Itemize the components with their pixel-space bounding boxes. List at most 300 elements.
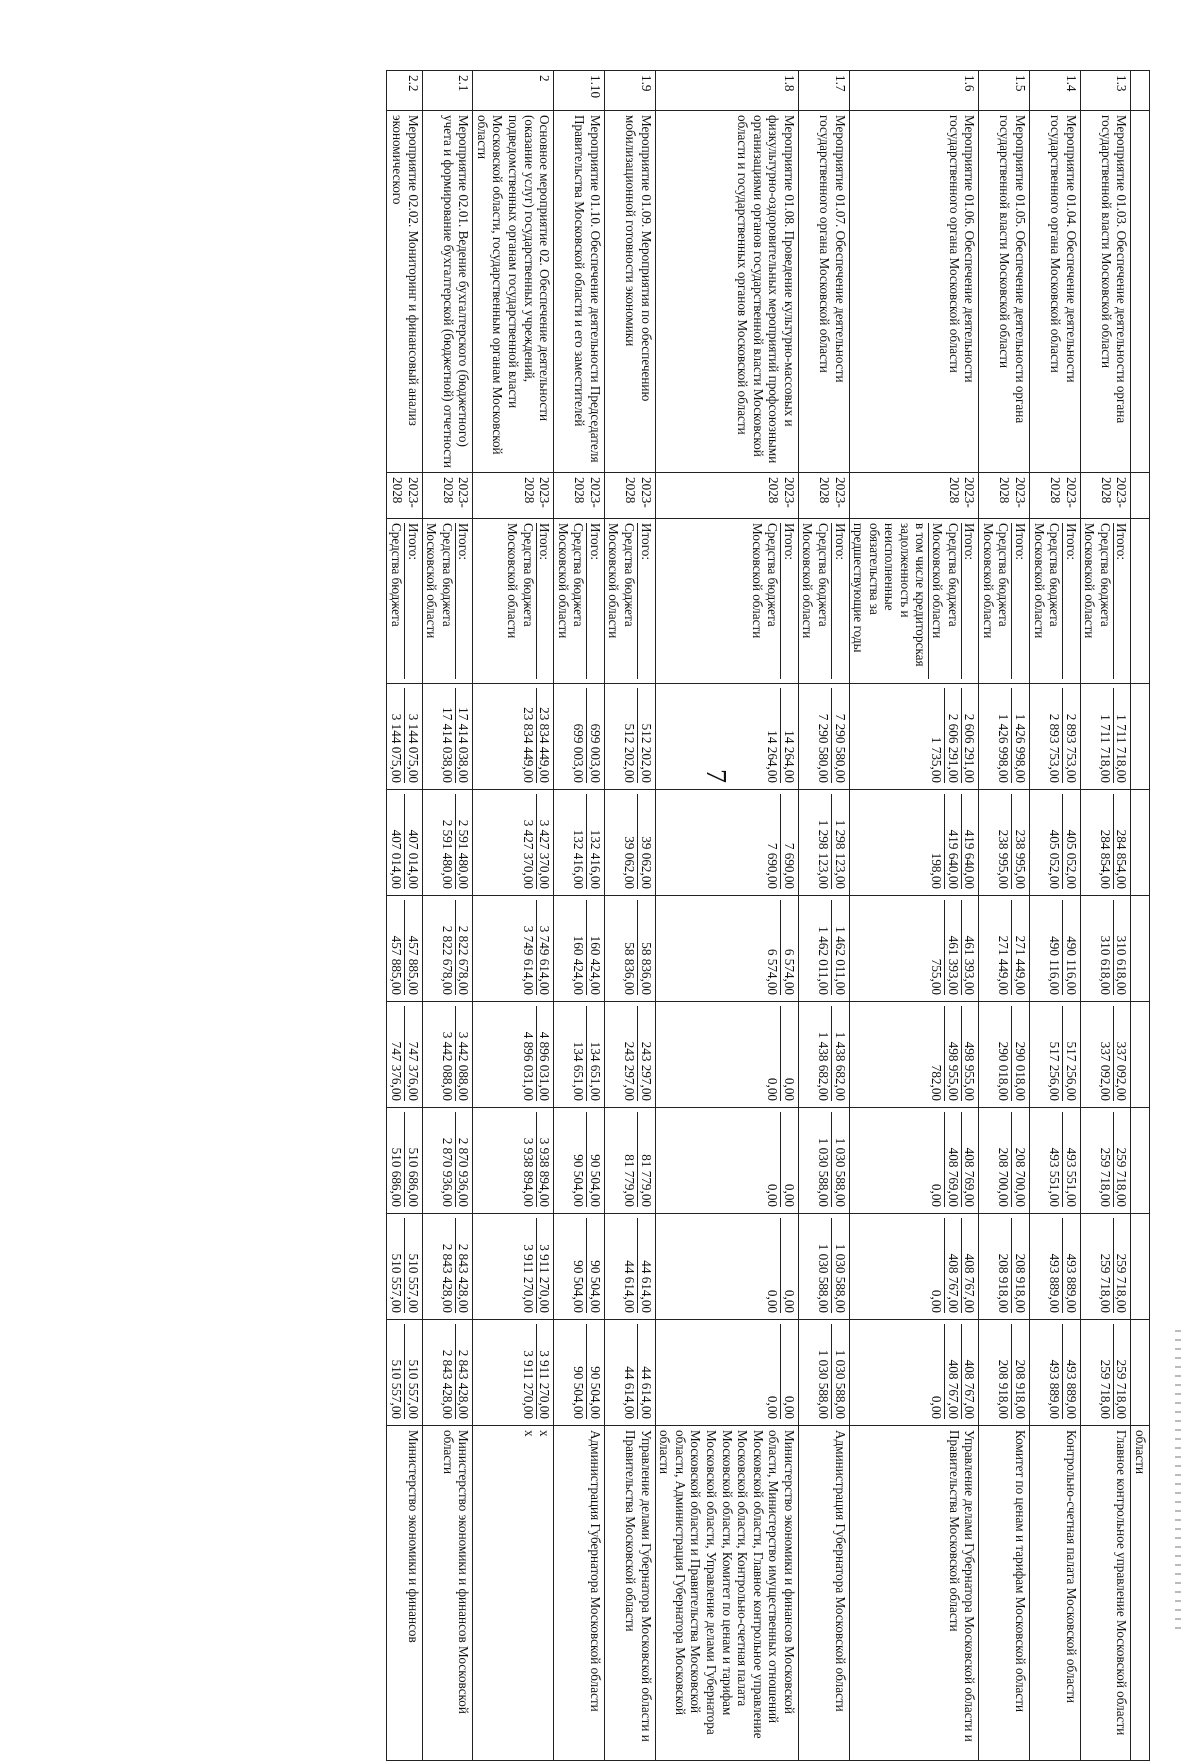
amount-cell xyxy=(655,1108,798,1214)
amount-value: 271 449,00 xyxy=(1012,935,1028,995)
amount-value: 1 462 011,00 xyxy=(832,926,848,995)
amount-value: 259 718,00 xyxy=(1114,1147,1130,1207)
amount-cell xyxy=(1029,1002,1080,1108)
amount-value: 90 504,00 xyxy=(571,1324,588,1419)
amount-value: 290 018,00 xyxy=(996,1006,1013,1101)
amount-value: 132 416,00 xyxy=(571,794,588,889)
amount-value: 3 938 894,00 xyxy=(537,1137,553,1207)
measure-name: Мероприятие 01.04. Обеспечение деятельности государственного органа Московской области xyxy=(1029,111,1080,473)
years-cell: 2023-2028 xyxy=(387,473,422,519)
funding-source: Итого: xyxy=(962,523,978,561)
amount-cell xyxy=(1080,790,1131,896)
measure-name: Мероприятие 01.06. Обеспечение деятельности государственного органа Московской области xyxy=(849,111,979,473)
measure-name: Основное мероприятие 02. Обеспечение деятельности (оказание услуг) государственных учреждений, подведомственных органам государственной власти Московской области, государственным органам Московской области xyxy=(473,111,554,473)
amount-cell xyxy=(473,1002,554,1108)
amount-cell xyxy=(1080,1320,1131,1426)
amount-value: 7 290 580,00 xyxy=(832,713,848,783)
amount-cell xyxy=(422,684,473,790)
amount-cell xyxy=(604,1214,655,1320)
amount-value: 1 298 123,00 xyxy=(832,819,848,889)
amount-cell xyxy=(849,1320,979,1426)
amount-cell xyxy=(849,684,979,790)
amount-value: 14 264,00 xyxy=(765,688,782,783)
amount-value: 2 591 480,00 xyxy=(456,819,472,889)
row-number: 1.3 xyxy=(1080,71,1131,111)
funding-source: Итого: xyxy=(1114,523,1130,561)
executor-cell: Администрация Губернатора Московской области xyxy=(554,1426,605,1761)
amount-cell xyxy=(604,684,655,790)
amount-value: 461 393,00 xyxy=(962,935,978,995)
table-row xyxy=(554,71,605,1761)
amount-cell xyxy=(979,1214,1030,1320)
funding-source: Итого: xyxy=(832,523,848,561)
amount-cell xyxy=(979,896,1030,1002)
amount-value: 90 504,00 xyxy=(571,1218,588,1313)
amount-cell xyxy=(422,1214,473,1320)
row-number xyxy=(1131,71,1150,111)
executor-cell: Главное контрольное управление Московской области xyxy=(1080,1426,1131,1761)
amount-value: 407 014,00 xyxy=(405,829,421,889)
amount-cell xyxy=(387,684,422,790)
amount-value: 498 955,00 xyxy=(962,1041,978,1101)
funding-source: Итого: xyxy=(638,523,654,561)
amount-value: 0,00 xyxy=(928,1324,945,1419)
amount-value: 510 557,00 xyxy=(388,1324,405,1419)
amount-value: 58 836,00 xyxy=(638,942,654,995)
funding-source: Итого: xyxy=(1012,523,1028,561)
years-cell: 2023-2028 xyxy=(604,473,655,519)
years-cell xyxy=(1131,473,1150,519)
amount-value: 208 918,00 xyxy=(1012,1359,1028,1419)
amount-value: 2 893 753,00 xyxy=(1047,688,1064,783)
measure-name: Мероприятие 01.07. Обеспечение деятельности государственного органа Московской области xyxy=(798,111,849,473)
executor-cell: Министерство экономики и финансов Московской области xyxy=(422,1426,473,1761)
amount-cell xyxy=(979,684,1030,790)
amount-cell xyxy=(1131,896,1150,1002)
amount-cell xyxy=(1131,1320,1150,1426)
amount-cell xyxy=(554,790,605,896)
funding-source-cell xyxy=(1029,519,1080,684)
amount-value: 408 767,00 xyxy=(962,1253,978,1313)
amount-value: 259 718,00 xyxy=(1097,1112,1114,1207)
amount-value: 2 606 291,00 xyxy=(945,688,962,783)
amount-cell xyxy=(473,896,554,1002)
measure-name: Мероприятие 01.10. Обеспечение деятельности Председателя Правительства Московской области и его заместителей xyxy=(554,111,605,473)
row-number: 1.5 xyxy=(979,71,1030,111)
amount-value: 517 256,00 xyxy=(1063,1041,1079,1101)
amount-value: 17 414 038,00 xyxy=(456,707,472,783)
amount-cell xyxy=(798,1320,849,1426)
amount-value: 259 718,00 xyxy=(1097,1324,1114,1419)
amount-value: 39 062,00 xyxy=(638,836,654,889)
amount-value: 782,00 xyxy=(928,1006,945,1101)
amount-value: 493 889,00 xyxy=(1063,1253,1079,1313)
rotated-table-container xyxy=(120,70,1150,1742)
amount-value: 14 264,00 xyxy=(781,730,797,783)
amount-cell xyxy=(1029,896,1080,1002)
amount-cell xyxy=(604,1002,655,1108)
amount-value: 337 092,00 xyxy=(1097,1006,1114,1101)
amount-value: 1 298 123,00 xyxy=(815,794,832,889)
amount-value: 90 504,00 xyxy=(587,1154,603,1207)
amount-value: 238 995,00 xyxy=(996,794,1013,889)
amount-value: 208 918,00 xyxy=(996,1324,1013,1419)
amount-cell xyxy=(387,1214,422,1320)
table-row xyxy=(1131,71,1150,1761)
funding-source-cell xyxy=(655,519,798,684)
row-number: 2.1 xyxy=(422,71,473,111)
amount-value: 510 557,00 xyxy=(405,1253,421,1313)
amount-value: 408 769,00 xyxy=(962,1147,978,1207)
amount-cell xyxy=(655,790,798,896)
executor-cell: Администрация Губернатора Московской области xyxy=(798,1426,849,1761)
amount-value: 408 767,00 xyxy=(945,1218,962,1313)
amount-value: 1 030 588,00 xyxy=(832,1243,848,1313)
amount-cell xyxy=(1131,684,1150,790)
funding-source-cell xyxy=(604,519,655,684)
amount-value: 271 449,00 xyxy=(996,900,1013,995)
amount-value: 3 749 614,00 xyxy=(537,925,553,995)
row-number: 1.10 xyxy=(554,71,605,111)
amount-value: 2 870 936,00 xyxy=(456,1137,472,1207)
amount-value: 7 690,00 xyxy=(765,794,782,889)
amount-cell xyxy=(1131,1108,1150,1214)
row-number: 1.6 xyxy=(849,71,979,111)
amount-value: 284 854,00 xyxy=(1114,829,1130,889)
amount-cell xyxy=(554,1320,605,1426)
amount-value: 3 911 270,00 xyxy=(537,1244,553,1313)
years-cell: 2023-2028 xyxy=(1080,473,1131,519)
amount-value: 160 424,00 xyxy=(571,900,588,995)
amount-value: 2 822 678,00 xyxy=(439,900,456,995)
amount-cell xyxy=(604,1320,655,1426)
amount-value: 699 003,00 xyxy=(587,723,603,783)
funding-source: Средства бюджета Московской области xyxy=(800,523,832,679)
amount-value: 1 438 682,00 xyxy=(815,1006,832,1101)
amount-value: 3 911 270,00 xyxy=(520,1324,537,1419)
amount-cell xyxy=(473,1108,554,1214)
years-cell: 2023-2028 xyxy=(655,473,798,519)
amount-value: 699 003,00 xyxy=(571,688,588,783)
amount-cell xyxy=(554,896,605,1002)
amount-value: 4 896 031,00 xyxy=(520,1006,537,1101)
amount-value: 1 462 011,00 xyxy=(815,900,832,995)
amount-value: 6 574,00 xyxy=(765,900,782,995)
amount-cell xyxy=(1080,1002,1131,1108)
row-number: 1.4 xyxy=(1029,71,1080,111)
amount-cell xyxy=(1131,1214,1150,1320)
amount-value: 3 144 075,00 xyxy=(405,713,421,783)
amount-cell xyxy=(554,1108,605,1214)
amount-cell xyxy=(979,1002,1030,1108)
amount-value: 0,00 xyxy=(781,1289,797,1313)
row-number: 1.8 xyxy=(655,71,798,111)
amount-value: 408 767,00 xyxy=(945,1324,962,1419)
amount-value: 6 574,00 xyxy=(781,948,797,995)
amount-value: 493 551,00 xyxy=(1047,1112,1064,1207)
amount-cell xyxy=(387,790,422,896)
amount-value: 457 885,00 xyxy=(405,935,421,995)
table-body xyxy=(387,71,1150,1761)
amount-cell xyxy=(655,1320,798,1426)
amount-value: 510 686,00 xyxy=(388,1112,405,1207)
amount-value: 134 651,00 xyxy=(587,1041,603,1101)
table-row xyxy=(979,71,1030,1761)
amount-cell xyxy=(1029,1320,1080,1426)
amount-value: 3 442 088,00 xyxy=(456,1031,472,1101)
funding-source-cell xyxy=(422,519,473,684)
amount-value: 3 442 088,00 xyxy=(439,1006,456,1101)
years-cell: 2023-2028 xyxy=(554,473,605,519)
amount-value: 58 836,00 xyxy=(622,900,639,995)
amount-cell xyxy=(849,1214,979,1320)
amount-value: 7 290 580,00 xyxy=(815,688,832,783)
table-row xyxy=(849,71,979,1761)
amount-value: 44 614,00 xyxy=(622,1324,639,1419)
years-cell: 2023-2028 xyxy=(1029,473,1080,519)
amount-value: 2 822 678,00 xyxy=(456,925,472,995)
amount-value: 23 834 449,00 xyxy=(537,707,553,783)
amount-value: 405 052,00 xyxy=(1047,794,1064,889)
budget-table xyxy=(386,70,1150,1761)
amount-cell xyxy=(473,684,554,790)
funding-source: Средства бюджета Московской области xyxy=(929,523,961,679)
amount-cell xyxy=(422,1320,473,1426)
amount-value: 747 376,00 xyxy=(405,1041,421,1101)
amount-value: 44 614,00 xyxy=(638,1366,654,1419)
amount-cell xyxy=(979,1320,1030,1426)
amount-value: 493 889,00 xyxy=(1047,1324,1064,1419)
amount-value: 243 297,00 xyxy=(622,1006,639,1101)
funding-source: Средства бюджета Московской области xyxy=(555,523,587,679)
funding-source: Средства бюджета Московской области xyxy=(749,523,781,679)
amount-cell xyxy=(387,1320,422,1426)
executor-cell: Управление делами Губернатора Московской области и Правительства Московской области xyxy=(604,1426,655,1761)
amount-value: 408 767,00 xyxy=(962,1359,978,1419)
funding-source-cell xyxy=(798,519,849,684)
amount-value: 44 614,00 xyxy=(638,1260,654,1313)
amount-value: 0,00 xyxy=(928,1112,945,1207)
row-number: 1.7 xyxy=(798,71,849,111)
amount-cell xyxy=(849,1108,979,1214)
amount-cell xyxy=(604,790,655,896)
amount-value: 259 718,00 xyxy=(1097,1218,1114,1313)
amount-cell xyxy=(1080,1108,1131,1214)
amount-cell xyxy=(422,896,473,1002)
amount-value: 405 052,00 xyxy=(1063,829,1079,889)
funding-source-cell xyxy=(387,519,422,684)
amount-cell xyxy=(798,896,849,1002)
amount-value: 7 690,00 xyxy=(781,842,797,889)
amount-cell xyxy=(1080,1214,1131,1320)
table-row xyxy=(1029,71,1080,1761)
funding-source-cell xyxy=(1080,519,1131,684)
amount-value: 0,00 xyxy=(928,1218,945,1313)
funding-source: Средства бюджета Московской области xyxy=(504,523,536,679)
measure-name: Мероприятие 01.09. Мероприятия по обеспечению мобилизационной готовности экономики xyxy=(604,111,655,473)
amount-value: 493 551,00 xyxy=(1063,1147,1079,1207)
amount-value: 90 504,00 xyxy=(571,1112,588,1207)
amount-cell xyxy=(1080,896,1131,1002)
funding-source: Средства бюджета Московской области xyxy=(606,523,638,679)
amount-value: 3 144 075,00 xyxy=(388,688,405,783)
amount-cell xyxy=(798,790,849,896)
amount-cell xyxy=(655,1002,798,1108)
table-row xyxy=(422,71,473,1761)
measure-name: Мероприятие 02.02. Мониторинг и финансовый анализ экономического xyxy=(387,111,422,473)
years-cell: 2023-2028 xyxy=(473,473,554,519)
amount-value: 457 885,00 xyxy=(388,900,405,995)
amount-cell xyxy=(798,684,849,790)
amount-value: 498 955,00 xyxy=(945,1006,962,1101)
amount-cell xyxy=(387,896,422,1002)
amount-cell xyxy=(798,1002,849,1108)
table-row xyxy=(655,71,798,1761)
amount-cell xyxy=(655,1214,798,1320)
amount-cell xyxy=(979,1108,1030,1214)
amount-cell xyxy=(655,684,798,790)
amount-value: 512 202,00 xyxy=(622,688,639,783)
funding-source: Средства бюджета Московской области xyxy=(1031,523,1063,679)
amount-value: 3 938 894,00 xyxy=(520,1112,537,1207)
amount-value: 2 870 936,00 xyxy=(439,1112,456,1207)
amount-value: 208 700,00 xyxy=(1012,1147,1028,1207)
table-row xyxy=(473,71,554,1761)
amount-value: 3 427 370,00 xyxy=(537,819,553,889)
amount-value: 2 843 428,00 xyxy=(456,1349,472,1419)
years-cell: 2023-2028 xyxy=(798,473,849,519)
amount-cell xyxy=(1131,1002,1150,1108)
amount-cell xyxy=(1080,684,1131,790)
amount-value: 1 426 998,00 xyxy=(1012,713,1028,783)
amount-value: 419 640,00 xyxy=(945,794,962,889)
measure-name xyxy=(1131,111,1150,473)
amount-cell xyxy=(798,1214,849,1320)
amount-value: 160 424,00 xyxy=(587,935,603,995)
amount-value: 0,00 xyxy=(765,1112,782,1207)
amount-cell xyxy=(1029,1108,1080,1214)
funding-source-cell xyxy=(849,519,979,684)
page-number: 7 xyxy=(700,769,731,783)
amount-value: 284 854,00 xyxy=(1097,794,1114,889)
funding-source: Итого: xyxy=(1063,523,1079,561)
years-cell: 2023-2028 xyxy=(849,473,979,519)
amount-value: 755,00 xyxy=(928,900,945,995)
amount-value: 81 779,00 xyxy=(638,1154,654,1207)
amount-cell xyxy=(554,1002,605,1108)
amount-value: 1 030 588,00 xyxy=(815,1324,832,1419)
executor-cell: Министерство экономики и финансов Московской области, Министерство имущественных отношений Московской области, Главное контрольное управление Московской области, Контрольно-счетная палата Московской области, Комитет по ценам и тарифам Московской области, Управление делами Губернатора Московской области и Правительства Московской области, Администрация Губернатора Московской области xyxy=(655,1426,798,1761)
amount-value: 419 640,00 xyxy=(962,829,978,889)
amount-value: 0,00 xyxy=(765,1218,782,1313)
measure-name: Мероприятие 02.01. Ведение бухгалтерского (бюджетного) учета и формирование бухгалтерской (бюджетной) отчетности xyxy=(422,111,473,473)
amount-cell xyxy=(849,790,979,896)
amount-cell xyxy=(422,1002,473,1108)
amount-value: 39 062,00 xyxy=(622,794,639,889)
amount-value: 1 030 588,00 xyxy=(832,1137,848,1207)
funding-source: Итого: xyxy=(537,523,553,561)
amount-cell xyxy=(1029,1214,1080,1320)
measure-name: Мероприятие 01.08. Проведение культурно-массовых и физкультурно-оздоровительных мероприятий профсоюзными организациями органов государственной власти Московской области и государственных органов Московской области xyxy=(655,111,798,473)
amount-cell xyxy=(473,1320,554,1426)
amount-value: 493 889,00 xyxy=(1047,1218,1064,1313)
amount-value: 3 911 270,00 xyxy=(537,1350,553,1419)
amount-cell xyxy=(604,1108,655,1214)
funding-source: Итого: xyxy=(405,523,421,561)
amount-value: 208 700,00 xyxy=(996,1112,1013,1207)
amount-cell xyxy=(604,896,655,1002)
amount-cell xyxy=(387,1108,422,1214)
scan-artifact xyxy=(1175,1330,1181,1630)
executor-cell: Управление делами Губернатора Московской области и Правительства Московской области xyxy=(849,1426,979,1761)
amount-value: 1 711 718,00 xyxy=(1097,688,1114,783)
row-number: 1.9 xyxy=(604,71,655,111)
amount-cell xyxy=(655,896,798,1002)
row-number: 2 xyxy=(473,71,554,111)
table-row xyxy=(1080,71,1131,1761)
funding-source: Средства бюджета xyxy=(388,523,405,679)
amount-value: 407 014,00 xyxy=(388,794,405,889)
amount-value: 4 896 031,00 xyxy=(537,1031,553,1101)
amount-cell xyxy=(554,1214,605,1320)
amount-value: 90 504,00 xyxy=(587,1260,603,1313)
funding-source-cell xyxy=(1131,519,1150,684)
amount-cell xyxy=(798,1108,849,1214)
amount-value: 461 393,00 xyxy=(945,900,962,995)
amount-value: 0,00 xyxy=(765,1006,782,1101)
funding-source-cell xyxy=(473,519,554,684)
amount-value: 2 843 428,00 xyxy=(456,1243,472,1313)
years-cell: 2023-2028 xyxy=(979,473,1030,519)
amount-value: 290 018,00 xyxy=(1012,1041,1028,1101)
amount-value: 1 030 588,00 xyxy=(815,1218,832,1313)
funding-source: Средства бюджета Московской области xyxy=(424,523,456,679)
amount-value: 0,00 xyxy=(765,1324,782,1419)
amount-value: 0,00 xyxy=(781,1395,797,1419)
amount-value: 81 779,00 xyxy=(622,1112,639,1207)
amount-value: 2 606 291,00 xyxy=(962,713,978,783)
amount-value: 1 711 718,00 xyxy=(1114,714,1130,783)
measure-name: Мероприятие 01.03. Обеспечение деятельности органа государственной власти Московской области xyxy=(1080,111,1131,473)
amount-value: 208 918,00 xyxy=(1012,1253,1028,1313)
amount-value: 310 618,00 xyxy=(1114,935,1130,995)
amount-value: 17 414 038,00 xyxy=(439,688,456,783)
amount-value: 1 735,00 xyxy=(928,688,945,783)
amount-cell xyxy=(387,1002,422,1108)
amount-value: 3 911 270,00 xyxy=(520,1218,537,1313)
amount-cell xyxy=(979,790,1030,896)
executor-cell: области xyxy=(1131,1426,1150,1761)
amount-value: 408 769,00 xyxy=(945,1112,962,1207)
table-row xyxy=(387,71,422,1761)
funding-source-cell xyxy=(979,519,1030,684)
funding-source: Средства бюджета Московской области xyxy=(1082,523,1114,679)
amount-cell xyxy=(1131,790,1150,896)
amount-value: 259 718,00 xyxy=(1114,1359,1130,1419)
measure-name: Мероприятие 01.05. Обеспечение деятельности органа государственной власти Московской области xyxy=(979,111,1030,473)
funding-source: Итого: xyxy=(587,523,603,561)
amount-value: 337 092,00 xyxy=(1114,1041,1130,1101)
amount-cell xyxy=(1029,684,1080,790)
amount-value: 0,00 xyxy=(781,1183,797,1207)
amount-value: 517 256,00 xyxy=(1047,1006,1064,1101)
table-row xyxy=(604,71,655,1761)
amount-value: 243 297,00 xyxy=(638,1041,654,1101)
amount-cell xyxy=(1029,790,1080,896)
amount-value: 1 438 682,00 xyxy=(832,1031,848,1101)
amount-cell xyxy=(473,790,554,896)
amount-value: 208 918,00 xyxy=(996,1218,1013,1313)
